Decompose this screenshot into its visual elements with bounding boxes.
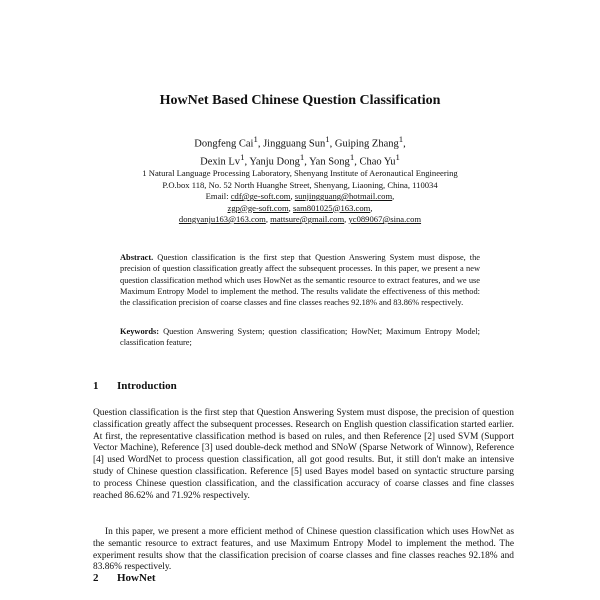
author-name: Yan Song: [309, 156, 350, 167]
email-link[interactable]: sunjingguang@hotmail.com: [294, 191, 393, 201]
section-title: Introduction: [117, 380, 177, 392]
abstract: [120, 252, 480, 308]
author-affil-mark: 1: [299, 151, 305, 162]
intro-paragraph-2: In this paper, we present a more efficient method of Chinese question classification which uses HowNet as the semantic resource to extract features, and use Maximum Entropy Model to implement the method. The experiment results show that the classification precision of coarse classes and fine classes reaches 92.18% and 83.86% respectively.: [93, 527, 514, 573]
section-title: HowNet: [117, 572, 156, 584]
author-line-2: Dexin Lv$^1$, Yanju Dong$^1$, Yan Song$^1$, Chao Yu$^1$: [200, 151, 400, 167]
author-affil-mark: 1: [395, 151, 400, 162]
author-affil-mark: 1: [325, 134, 330, 144]
author-affil-mark: 1: [253, 134, 258, 144]
address-line: P.O.box 118, No. 52 North Huanghe Street, Shenyang, Liaoning, China, 110034: [162, 179, 438, 190]
author-name: Dexin Lv: [200, 156, 241, 167]
affiliation-block: [0, 168, 600, 226]
email-line-1: Email: cdf@ge-soft.com, sunjingguang@hotmail.com,: [205, 191, 395, 201]
author-line-1: Dongfeng Cai$^1$, Jingguang Sun$^1$, Guiping Zhang$^1$,: [194, 134, 406, 150]
email-line-3: dongyanju163@163.com, mattsure@gmail.com, yc089067@sina.com: [178, 214, 422, 224]
email-link[interactable]: zgp@ge-soft.com: [227, 202, 289, 213]
email-link[interactable]: dongyanju163@163.com: [178, 214, 266, 224]
affiliation-line: 1 Natural Language Processing Laboratory, Shenyang Institute of Aeronautical Engineering: [142, 168, 458, 178]
email-link[interactable]: yc089067@sina.com: [348, 214, 422, 224]
author-name: Yanju Dong: [249, 156, 300, 167]
paper-title: HowNet Based Chinese Question Classification: [159, 93, 441, 108]
email-link[interactable]: sam801025@163.com: [292, 202, 371, 213]
author-affil-mark: 1: [349, 151, 355, 162]
author-name: Jingguang Sun: [263, 138, 326, 150]
keywords: [120, 326, 480, 349]
email-label: Email:: [205, 191, 231, 201]
author-name: Guiping Zhang: [334, 138, 399, 150]
section-number: 1: [93, 380, 99, 392]
email-line-2: zgp@ge-soft.com, sam801025@163.com,: [227, 202, 373, 213]
section-heading-hownet: [93, 572, 156, 584]
abstract-text: Question classification is the first step that Question Answering System must dispose, the precision of question classification greatly affect the subsequent processes. In this paper, we present a new question classification method which uses HowNet as the semantic resource to extract features, and we use Maximum Entropy Model to implement the method. The results validate the effectiveness of this method: the classification precision of coarse classes and fine classes reaches 92.18% and 83.86% respectively.: [120, 253, 481, 308]
abstract-label: Abstract.: [120, 253, 154, 262]
author-list: [0, 133, 600, 168]
author-name: Dongfeng Cai: [194, 138, 254, 150]
author-affil-mark: 1: [240, 151, 245, 162]
keywords-text: Question Answering System; question classification; HowNet; Maximum Entropy Model; classification feature;: [120, 327, 481, 348]
keywords-label: Keywords:: [120, 327, 160, 336]
section-heading-introduction: [93, 380, 177, 392]
email-link[interactable]: cdf@ge-soft.com: [230, 191, 291, 201]
section-number: 2: [93, 572, 99, 584]
intro-paragraph-1: Question classification is the first step that Question Answering System must dispose, the precision of question classification greatly affect the subsequent processes. Research on English question classification started earlier. At first, the representative classification method is based on rules, and then Reference [2] used SVM (Support Vector Machine), Reference [3] used double-deck method and SNoW (Sparse Network of Winnow), Reference [4] used WordNet to process question classification, all got good results. But, it still don't make an intensive study of Chinese question classification. Reference [5] used Bayes model based on syntactic structure parsing to process Chinese question classification, and the classification accuracy of coarse classes and fine classes reached 86.62% and 71.92% respectively.: [93, 408, 514, 501]
author-affil-mark: 1: [398, 134, 404, 144]
email-link[interactable]: mattsure@gmail.com: [270, 214, 345, 224]
author-name: Chao Yu: [359, 156, 396, 167]
